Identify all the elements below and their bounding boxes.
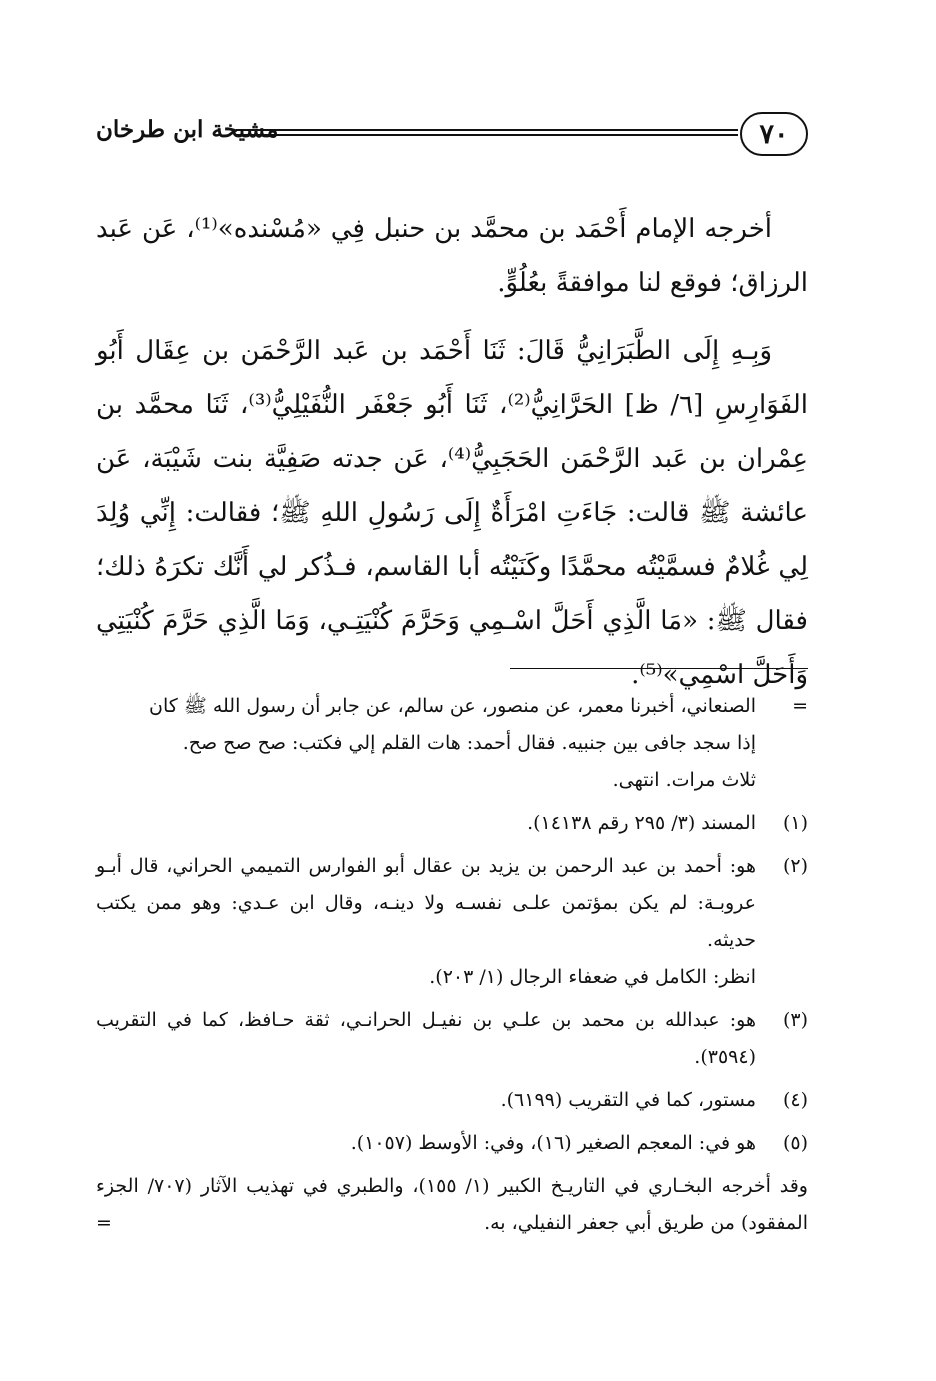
- footnote-text: مستور، كما في التقريب (٦١٩٩).: [500, 1089, 756, 1111]
- footnote-continuation: [96, 688, 808, 799]
- footnote-line: إذا سجد جافى بين جنبيه. فقال أحمد: هات القلم إلي فكتب: صح صح صح.: [182, 732, 756, 754]
- footnotes: [96, 688, 808, 1248]
- footnote-text: المسند (٣/ ٢٩٥ رقم ١٤١٣٨).: [527, 812, 756, 834]
- footnote-2: [96, 848, 808, 996]
- footnote-line: الصنعاني، أخبرنا معمر، عن منصور، عن سالم، عن جابر أن رسول الله ﷺ كان: [149, 695, 756, 717]
- footnote-marker: =: [792, 695, 808, 717]
- footnote-marker: (٢): [782, 855, 808, 877]
- footnote-extra: وقد أخرجه البخـاري في التاريـخ الكبير (١/ ١٥٥)، والطبري في تهذيب الآثار (٧٠٧/ الجزء المفقود) من طريق أبي جعفر النفيلي، به.: [96, 1175, 808, 1234]
- footnote-marker: (٥): [782, 1132, 808, 1154]
- footnote-line: ثلاث مرات. انتهى.: [612, 769, 756, 791]
- footnote-text: هو في: المعجم الصغير (١٦)، وفي: الأوسط (١٠٥٧).: [350, 1132, 756, 1154]
- footnote-text: هو: عبدالله بن محمد بن علـي بن نفيـل الحرانـي، ثقة حـافظ، كما في التقريب (٣٥٩٤).: [96, 1009, 756, 1068]
- main-text: [96, 202, 808, 702]
- footnote-3: [96, 1002, 808, 1076]
- footnote-4: [96, 1082, 808, 1119]
- main-paragraph-2: وَبِـهِ إِلَى الطَّبَرَانِيُّ قَالَ: ثَنَا أَحْمَد بن عَبد الرَّحْمَن بن عِقَال أَبُو الفَوَارِسِ [٦/ ظ] الحَرَّانِيُّ⁽²⁾، ثَنَا أَبُو جَعْفَر النُّفَيْلِيُّ⁽³⁾، ثَنَا محمَّد بن عِمْران بن عَبد الرَّحْمَن الحَجَبِيُّ⁽⁴⁾، عَن جدته صَفِيَّة بنت شَيْبَة، عَن عائشة ﷺ قالت: جَاءَتِ امْرَأَةٌ إِلَى رَسُولِ اللهِ ﷺ؛ فقالت: إِنِّي وُلِدَ لِي غُلامٌ فسمَّيْتُه محمَّدًا وكَنَيْتُه أبا القاسم، فـذُكر لي أَنَّك تكرَهُ ذلك؛ فقال ﷺ: «مَا الَّذِي أَحَلَّ اسْـمِي وَحَرَّمَ كُنْيَتِـي، وَمَا الَّذِي حَرَّمَ كُنْيَتِي وَأَحَلَّ اسْمِي»⁽⁵⁾.: [96, 336, 808, 690]
- page-header: [96, 112, 808, 162]
- footnote-extra: انظر: الكامل في ضعفاء الرجال (١/ ٢٠٣).: [429, 966, 756, 988]
- header-double-rule: [236, 129, 738, 136]
- main-paragraph-1: أخرجه الإمام أَحْمَد بن محمَّد بن حنبل فِي «مُسْنده»⁽¹⁾، عَن عَبد الرزاق؛ فوقع لنا موافقةً بعُلُوٍّ.: [96, 214, 808, 298]
- footnote-separator: [510, 668, 808, 669]
- continuation-marker: =: [96, 1212, 112, 1234]
- footnote-5-continued: [96, 1168, 808, 1242]
- footnote-5: [96, 1125, 808, 1162]
- footnote-marker: (٤): [782, 1089, 808, 1111]
- footnote-1: [96, 805, 808, 842]
- footnote-marker: (٣): [782, 1009, 808, 1031]
- page-number: ٧٠: [740, 112, 808, 156]
- footnote-marker: (١): [782, 812, 808, 834]
- footnote-text: هو: أحمد بن عبد الرحمن بن يزيد بن عقال أبو الفوارس التميمي الحراني، قال أبـو عروبـة: لم يكن بمؤتمن علـى نفسـه ولا دينـه، وقال ابن عـدي: وهو ممن يكتب حديثه.: [96, 855, 756, 951]
- book-title: مشيخة ابن طرخان: [96, 116, 279, 143]
